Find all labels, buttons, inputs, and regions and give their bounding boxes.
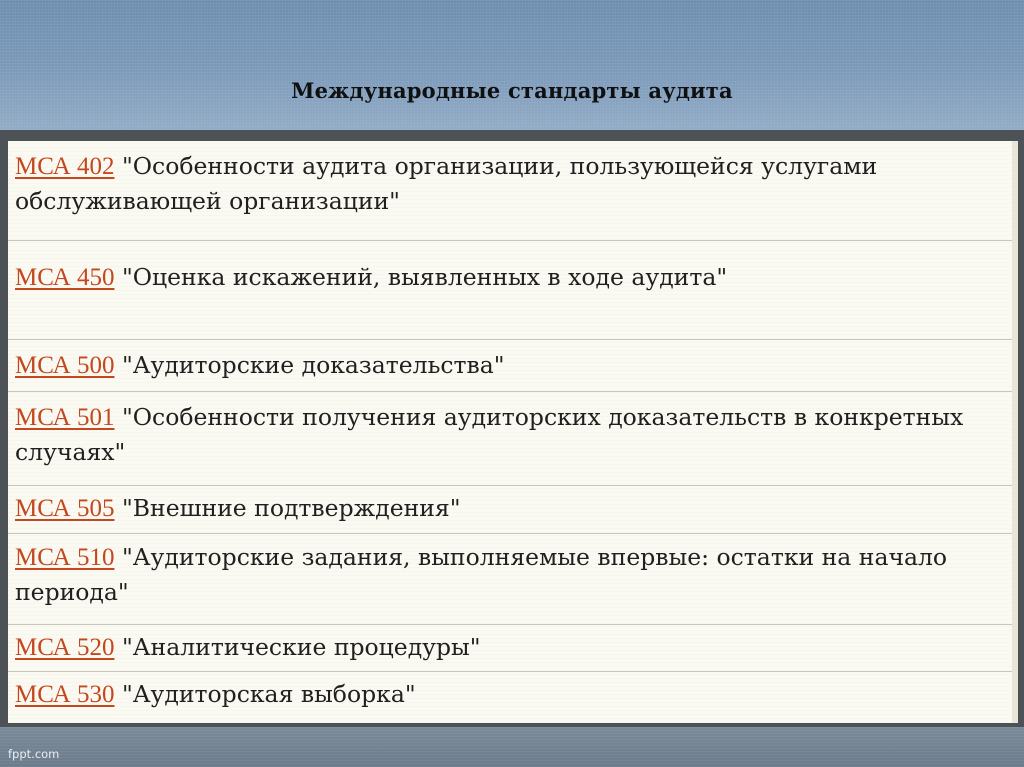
standard-link[interactable]: МСА 510 — [15, 544, 115, 571]
standard-title: "Аудиторская выборка" — [121, 680, 416, 708]
table-row — [8, 672, 1012, 723]
table-row — [8, 241, 1012, 340]
brand-watermark: fppt.com — [8, 747, 60, 761]
row-text — [15, 677, 1000, 712]
standard-title: "Аналитические процедуры" — [121, 633, 481, 661]
standard-title: "Аудиторские задания, выполняемые впервые: остатки на начало периода" — [15, 543, 948, 606]
table-row — [8, 486, 1012, 534]
row-text — [15, 630, 1000, 665]
standard-link[interactable]: МСА 500 — [15, 352, 115, 379]
row-text — [15, 260, 1000, 295]
table-row — [8, 534, 1012, 625]
row-text — [15, 149, 1000, 218]
slide-header — [0, 0, 1024, 130]
row-text — [15, 540, 1000, 609]
standard-title: "Оценка искажений, выявленных в ходе аудита" — [121, 263, 728, 291]
standard-link[interactable]: МСА 450 — [15, 264, 115, 291]
row-text — [15, 491, 1000, 526]
standard-link[interactable]: МСА 530 — [15, 681, 115, 708]
standard-title: "Особенности получения аудиторских доказательств в конкретных случаях" — [15, 403, 964, 466]
table-row — [8, 625, 1012, 672]
slide-footer — [0, 727, 1024, 767]
slide-title: Международные стандарты аудита — [291, 78, 733, 103]
table-row — [8, 392, 1012, 486]
standard-title: "Внешние подтверждения" — [121, 494, 461, 522]
standard-link[interactable]: МСА 520 — [15, 634, 115, 661]
standard-title: "Аудиторские доказательства" — [121, 351, 505, 379]
row-text — [15, 348, 1000, 383]
table-row — [8, 340, 1012, 392]
standards-table — [8, 141, 1018, 723]
standard-title: "Особенности аудита организации, пользующейся услугами обслуживающей организации" — [15, 152, 878, 215]
standard-link[interactable]: МСА 505 — [15, 495, 115, 522]
standard-link[interactable]: МСА 402 — [15, 153, 115, 180]
row-text — [15, 400, 1000, 469]
table-row — [8, 141, 1012, 241]
content-area — [0, 130, 1024, 727]
standard-link[interactable]: МСА 501 — [15, 404, 115, 431]
